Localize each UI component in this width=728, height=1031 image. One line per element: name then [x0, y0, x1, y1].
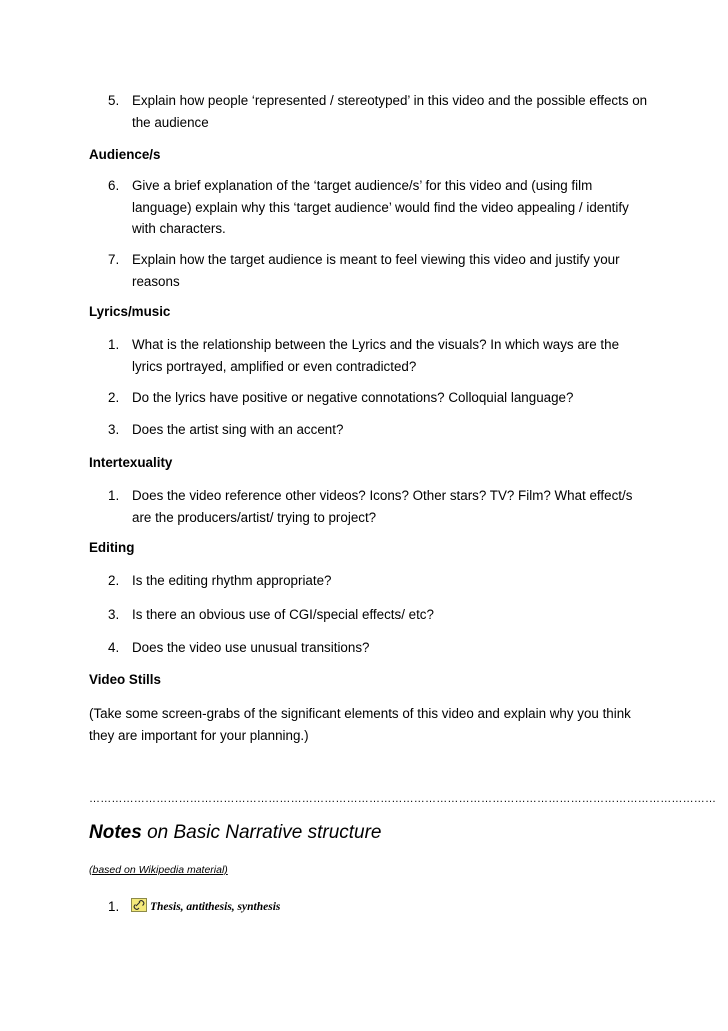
notes-title-bold: Notes	[89, 822, 142, 843]
heading-intertextuality: Intertexuality	[89, 455, 173, 470]
question-text: Does the artist sing with an accent?	[132, 422, 344, 437]
dotted-divider: ……………………………………………………………………………………………………………………………………………………	[89, 793, 717, 805]
question-text: Give a brief explanation of the ‘target audience/s’ for this video and (using film language) explain why this ‘target audience’ would find the video appealing / identify with characters.	[132, 178, 629, 236]
question-text: Does the video use unusual transitions?	[132, 640, 370, 655]
list-number: 1.	[108, 899, 120, 914]
list-number: 1.	[108, 488, 120, 503]
list-number: 3.	[108, 422, 120, 437]
question-text: Explain how the target audience is meant to feel viewing this video and justify your reasons	[132, 252, 620, 289]
question-text: Does the video reference other videos? Icons? Other stars? TV? Film? What effect/s are the producers/artist/ trying to project?	[132, 488, 633, 525]
notes-item-link-text[interactable]: Thesis, antithesis, synthesis	[150, 901, 281, 913]
list-number: 2.	[108, 390, 120, 405]
heading-editing: Editing	[89, 540, 135, 555]
question-text: Explain how people ‘represented / stereotyped’ in this video and the possible effects on the audience	[132, 93, 648, 130]
list-number: 5.	[108, 93, 120, 108]
heading-video-stills: Video Stills	[89, 672, 161, 687]
video-stills-paragraph: (Take some screen-grabs of the significant elements of this video and explain why you think they are important for your planning.)	[89, 706, 631, 743]
notes-source: (based on Wikipedia material)	[89, 864, 228, 876]
heading-audience: Audience/s	[89, 147, 161, 162]
list-number: 7.	[108, 252, 120, 267]
question-text: Is there an obvious use of CGI/special effects/ etc?	[132, 607, 434, 622]
link-icon[interactable]	[131, 898, 147, 912]
question-text: Do the lyrics have positive or negative connotations? Colloquial language?	[132, 390, 574, 405]
list-number: 2.	[108, 573, 120, 588]
question-text: What is the relationship between the Lyrics and the visuals? In which ways are the lyrics portrayed, amplified or even contradicted?	[132, 337, 620, 374]
notes-title	[89, 820, 382, 846]
question-text: Is the editing rhythm appropriate?	[132, 573, 332, 588]
list-number: 1.	[108, 337, 120, 352]
list-number: 4.	[108, 640, 120, 655]
notes-title-rest: on Basic Narrative structure	[141, 822, 382, 843]
heading-lyrics-music: Lyrics/music	[89, 304, 171, 319]
list-number: 6.	[108, 178, 120, 193]
list-number: 3.	[108, 607, 120, 622]
